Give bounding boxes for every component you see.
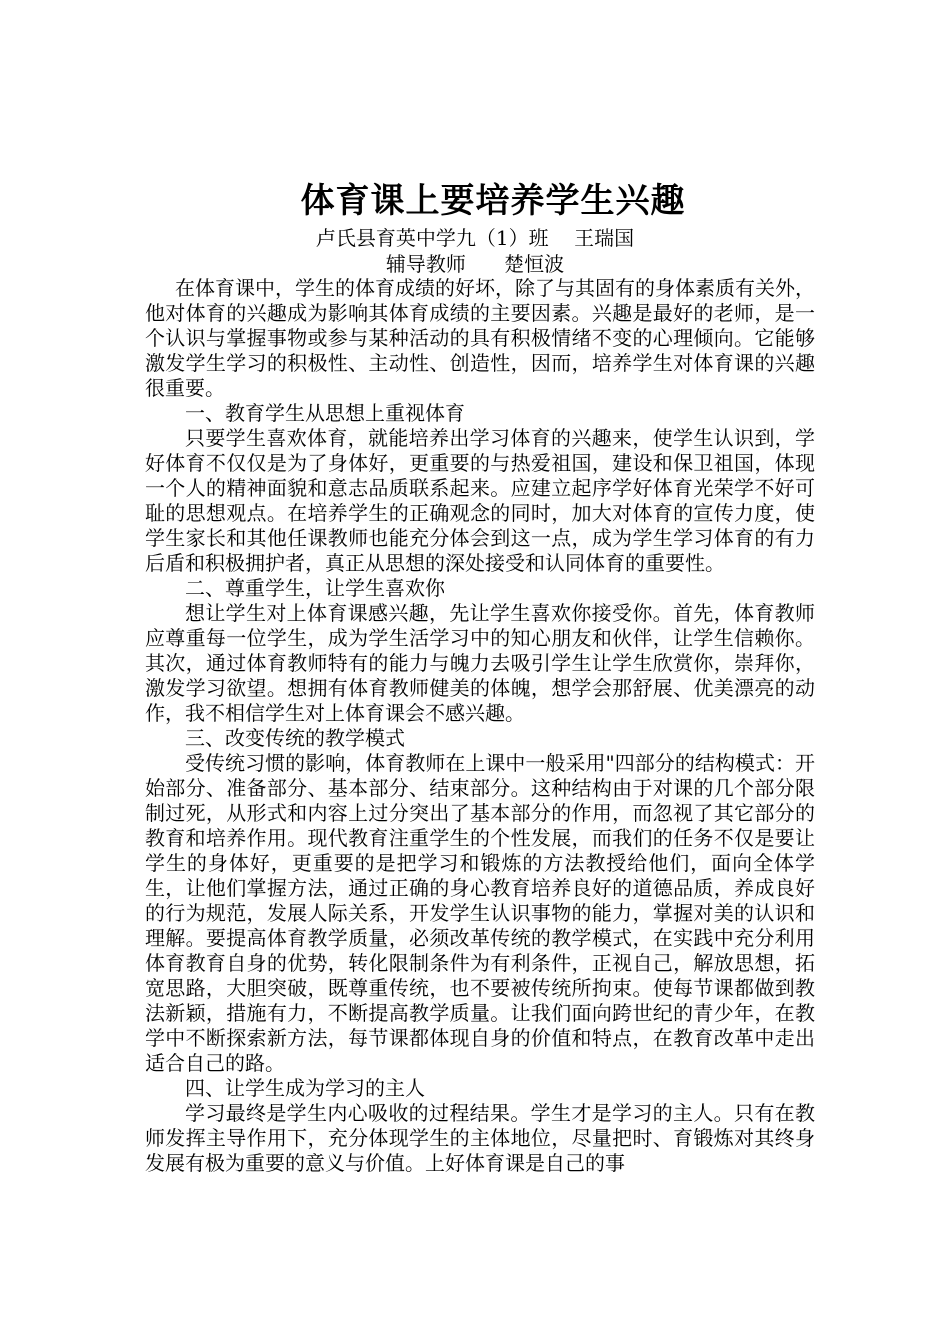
section-heading-2: 二、尊重学生，让学生喜欢你 — [185, 576, 445, 600]
document-body — [145, 276, 815, 1176]
section-paragraph-2: 想让学生对上体育课感兴趣，先让学生喜欢你接受你。首先，体育教师应尊重每一位学生，成为学生活学习中的知心朋友和伙伴，让学生信赖你。其次，通过体育教师特有的能力与魄力去吸引学生让学生欣赏你，崇拜你，激发学习欲望。想拥有体育教师健美的体魄，想学会那舒展、优美漂亮的动作，我不相信学生对上体育课会不感兴趣。 — [145, 601, 815, 725]
section-paragraph-1: 只要学生喜欢体育，就能培养出学习体育的兴趣来，使学生认识到，学好体育不仅仅是为了身体好，更重要的与热爱祖国，建设和保卫祖国，体现一个人的精神面貌和意志品质联系起来。应建立起序学好体育光荣学不好可耻的思想观点。在培养学生的正确观念的同时，加大对体育的宣传力度，使学生家长和其他任课教师也能充分体会到这一点，成为学生学习体育的有力后盾和积极拥护者，真正从思想的深处接受和认同体育的重要性。 — [145, 426, 815, 575]
section-paragraph-3: 受传统习惯的影响，体育教师在上课中一般采用"四部分的结构模式：开始部分、准备部分、基本部分、结束部分。这种结构由于对课的几个部分限制过死，从形式和内容上过分突出了基本部分的作用，而忽视了其它部分的教育和培养作用。现代教育注重学生的个性发展，而我们的任务不仅是要让学生的身体好，更重要的是把学习和锻炼的方法教授给他们，面向全体学生，让他们掌握方法，通过正确的身心教育培养良好的道德品质，养成良好的行为规范，发展人际关系，开发学生认识事物的能力，掌握对美的认识和理解。要提高体育教学质量，必须改革传统的教学模式，在实践中充分利用体育教育自身的优势，转化限制条件为有利条件，正视自己，解放思想，拓宽思路，大胆突破，既尊重传统，也不要被传统所拘束。使每节课都做到教法新颖，措施有力，不断提高教学质量。让我们面向跨世纪的青少年，在教学中不断探索新方法，每节课都体现自身的价值和特点，在教育改革中走出适合自己的路。 — [145, 751, 815, 1075]
document-title: 体育课上要培养学生兴趣 — [300, 181, 686, 221]
section-heading-4: 四、让学生成为学习的主人 — [185, 1076, 425, 1100]
section-paragraph-4: 学习最终是学生内心吸收的过程结果。学生才是学习的主人。只有在教师发挥主导作用下，充分体现学生的主体地位，尽量把时、育锻炼对其终身发展有极为重要的意义与价值。上好体育课是自己的事 — [145, 1101, 815, 1175]
section-heading-1: 一、教育学生从思想上重视体育 — [185, 401, 465, 425]
intro-paragraph: 在体育课中，学生的体育成绩的好坏，除了与其固有的身体素质有关外，他对体育的兴趣成为影响其体育成绩的主要因素。兴趣是最好的老师，是一个认识与掌握事物或参与某种活动的具有积极情绪不变的心理倾向。它能够激发学生学习的积极性、主动性、创造性，因而，培养学生对体育课的兴趣很重要。 — [145, 276, 815, 400]
advisor-line: 辅导教师 楚恒波 — [385, 252, 565, 276]
author-line: 卢氏县育英中学九（1）班 王瑞国 — [315, 226, 635, 250]
section-heading-3: 三、改变传统的教学模式 — [185, 726, 405, 750]
